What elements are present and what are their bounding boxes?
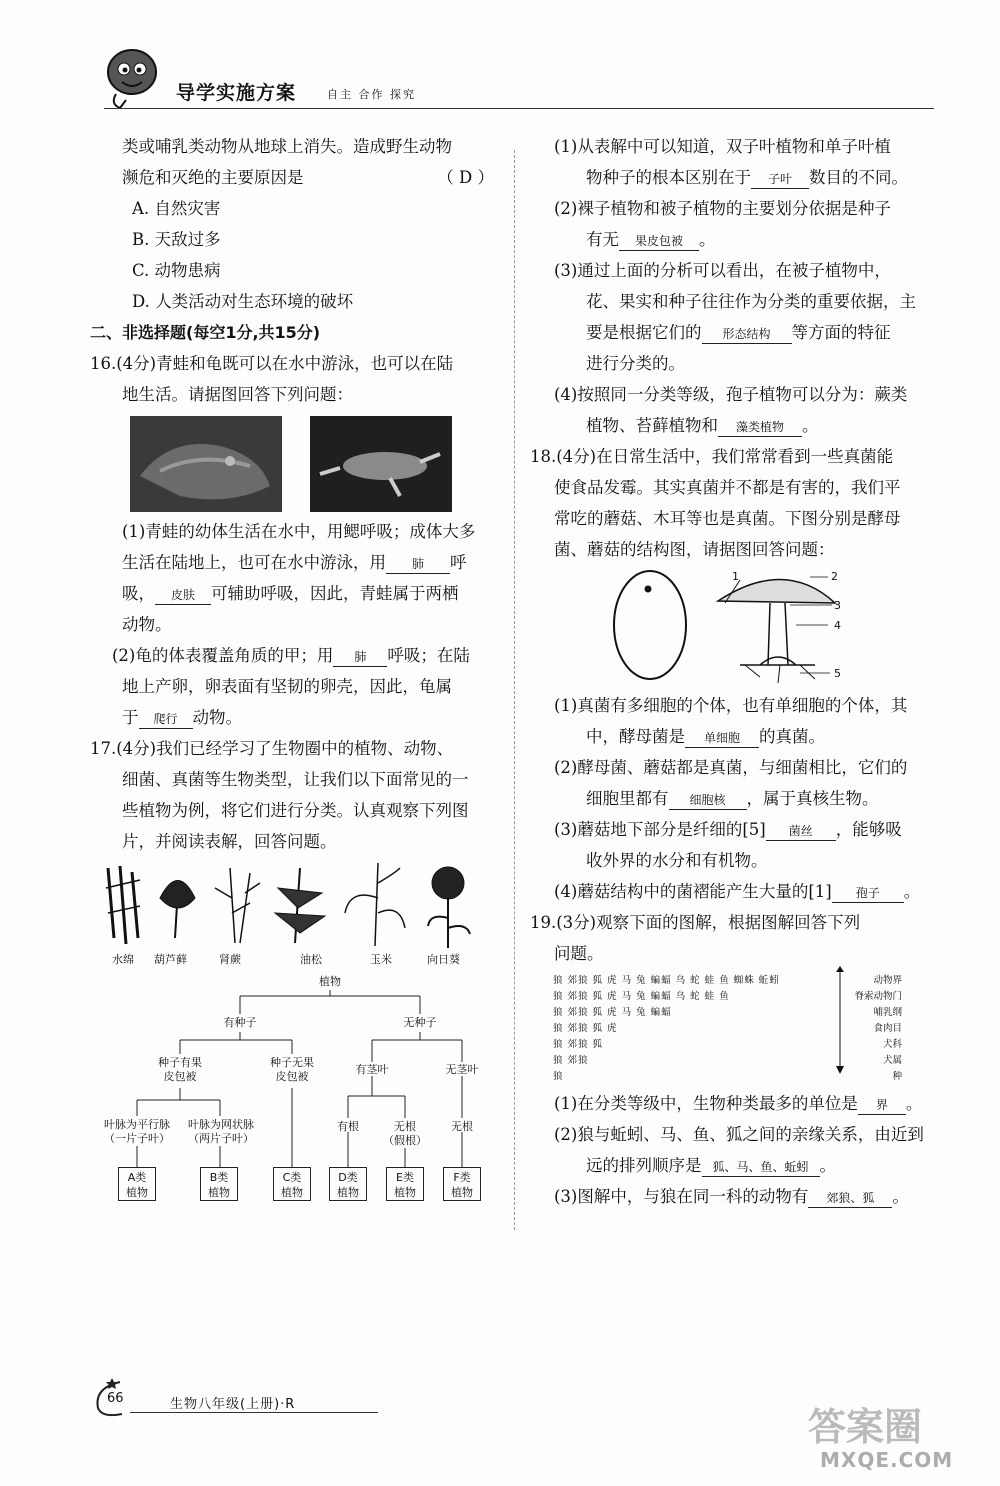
tree-stem: 有茎叶 [355, 1063, 389, 1076]
plant-label-yousong: 油松 [300, 953, 322, 966]
tax-row: 狼 郊狼 狐 [553, 1039, 604, 1050]
q17-1-answer: 子叶 [751, 170, 809, 189]
mushroom [718, 577, 835, 683]
q18-4-answer: 孢子 [832, 884, 904, 903]
tax-row: 狼 郊狼 狐 虎 马 兔 蝙蝠 [553, 1007, 672, 1018]
q17-2-answer: 果皮包被 [619, 232, 699, 251]
q16-line2: 地生活。请据图回答下列问题： [122, 385, 353, 404]
q15-line2: 濒危和灭绝的主要原因是 （ D ） [112, 162, 502, 193]
q19-line2: 问题。 [554, 944, 604, 963]
q16-1-line2: 生活在陆地上，也可在水中游泳，用 肺 呼 [122, 553, 467, 572]
q17-1-line1: (1)从表解中可以知道，双子叶植物和单子叶植 [554, 137, 891, 156]
tree-root: 植物 [319, 975, 341, 988]
mushroom-label-2: 2 [831, 570, 838, 583]
q16-1-line3: 吸， 皮肤 可辅助呼吸，因此，青蛙属于两栖 [122, 584, 459, 603]
q16-1-answer2: 皮肤 [155, 586, 211, 605]
q18-1-answer: 单细胞 [685, 729, 759, 748]
yeast-cell [614, 571, 686, 679]
q19-1-line: (1)在分类等级中，生物种类最多的单位是 界 。 [554, 1094, 923, 1113]
q19-2-line1: (2)狼与蚯蚓、马、鱼、狐之间的亲缘关系，由近到 [554, 1125, 924, 1144]
q18-subquestions [530, 690, 940, 969]
q18-3-line2: 收外界的水分和有机物。 [586, 851, 768, 870]
q19-2-answer: 狐、马、鱼、蚯蚓 [702, 1158, 820, 1177]
q17-1-line2: 物种子的根本区别在于 子叶 数目的不同。 [586, 168, 908, 187]
page-number: 66 [107, 1391, 124, 1406]
mushroom-label-1: 1 [732, 570, 739, 583]
q19-subquestions [530, 1088, 940, 1212]
q15-line1: 类或哺乳类动物从地球上消失。造成野生动物 [122, 137, 452, 156]
mushroom-label-5: 5 [834, 667, 841, 680]
q16-2-answer2: 爬行 [139, 710, 193, 729]
q17-3-line3: 要是根据它们的 形态结构 等方面的特征 [586, 323, 891, 342]
q18-3-line1: (3)蘑菇地下部分是纤细的[5] 菌丝 ，能够吸 [554, 820, 902, 839]
q16-2-line1: (2)龟的体表覆盖角质的甲；用 肺 呼吸；在陆 [112, 646, 470, 665]
tree-nofruit: 种子无果 皮包被 [270, 1056, 314, 1083]
tax-label: 犬属 [882, 1055, 902, 1066]
plant-label-yumi: 玉米 [370, 953, 392, 966]
q18-line3: 常吃的蘑菇、木耳等也是真菌。下图分别是酵母 [554, 509, 901, 528]
tax-row: 狼 郊狼 狐 虎 [553, 1023, 618, 1034]
box-e: E类 植物 [386, 1167, 424, 1201]
q18-4-line1: (4)蘑菇结构中的菌褶能产生大量的[1] 孢子 。 [554, 882, 921, 901]
q18-2-line1: (2)酵母菌、蘑菇都是真菌，与细菌相比，它们的 [554, 758, 908, 777]
q17-line2: 细菌、真菌等生物类型，让我们以下面常见的一 [122, 770, 469, 789]
tax-label: 种 [892, 1071, 902, 1082]
box-a: A类 植物 [118, 1167, 156, 1201]
q19-2-line2: 远的排列顺序是 狐、马、鱼、蚯蚓 。 [586, 1156, 836, 1175]
plant-label-hulu: 葫芦藓 [154, 953, 187, 966]
q19-line1: 19.(3分)观察下面的图解，根据图解回答下列 [530, 913, 861, 932]
q19-1-answer: 界 [858, 1096, 906, 1115]
q16-1-line4: 动物。 [122, 615, 172, 634]
section-heading: 二、非选择题(每空1分,共15分) [90, 323, 321, 342]
footer-rule [130, 1412, 378, 1413]
q16-1-answer1: 肺 [386, 555, 450, 574]
footer-book-title: 生物八年级(上册)·R [170, 1397, 296, 1412]
q17-2-line2: 有无 果皮包被 。 [586, 230, 716, 249]
box-c: C类 植物 [273, 1167, 311, 1201]
mushroom-label-3: 3 [834, 599, 841, 612]
plant-label-shenjue: 肾蕨 [219, 953, 241, 966]
watermark-url: MXQE.COM [820, 1448, 954, 1472]
q18-line2: 使食品发霉。其实真菌并不都是有害的，我们平 [554, 478, 901, 497]
tax-row: 狼 郊狼 狐 虎 马 兔 蝙蝠 乌 蛇 蛙 鱼 [553, 991, 730, 1002]
q16-2-line3: 于 爬行 动物。 [122, 708, 242, 727]
q19-3-answer: 郊狼、狐 [808, 1189, 892, 1208]
q17-3-answer: 形态结构 [702, 325, 792, 344]
q15-option-a: A. 自然灾害 [132, 199, 221, 218]
tax-label: 食肉目 [873, 1023, 902, 1034]
plant-label-shuimian: 水绵 [112, 953, 134, 966]
q17-4-line1: (4)按照同一分类等级，孢子植物可以分为：蕨类 [554, 385, 908, 404]
watermark-logo: 答案圈 [808, 1405, 923, 1449]
q17-4-answer: 藻类植物 [718, 418, 802, 437]
q18-1-line1: (1)真菌有多细胞的个体，也有单细胞的个体，其 [554, 696, 908, 715]
box-d: D类 植物 [329, 1167, 367, 1201]
q17-line3: 些植物为例，将它们进行分类。认真观察下列图 [122, 801, 469, 820]
q17-4-line2: 植物、苔藓植物和 藻类植物 。 [586, 416, 819, 435]
tree-parallel: 叶脉为平行脉 （一片子叶） [104, 1118, 170, 1145]
tree-root-no: 无根 （假根） [383, 1120, 427, 1147]
tax-label: 哺乳纲 [873, 1007, 902, 1018]
q16-1-line1: (1)青蛙的幼体生活在水中，用鳃呼吸；成体大多 [122, 522, 476, 541]
q18-2-answer: 细胞核 [669, 791, 747, 810]
tax-label: 动物界 [873, 975, 902, 986]
q15-option-b: B. 天敌过多 [132, 230, 221, 249]
q19-3-line: (3)图解中，与狼在同一科的动物有 郊狼、狐 。 [554, 1187, 909, 1206]
q16-line1: 16.(4分)青蛙和龟既可以在水中游泳，也可以在陆 [90, 354, 454, 373]
q18-2-line2: 细胞里都有 细胞核 ，属于真核生物。 [586, 789, 879, 808]
q18-1-line2: 中，酵母菌是 单细胞 的真菌。 [586, 727, 825, 746]
tree-noseed: 无种子 [403, 1016, 437, 1029]
mushroom-label-4: 4 [834, 619, 841, 632]
tree-nostem: 无茎叶 [445, 1063, 479, 1076]
tree-net: 叶脉为网状脉 （两片子叶） [188, 1118, 254, 1145]
tree-root-yes: 有根 [337, 1120, 359, 1133]
q16-2-answer1: 肺 [333, 648, 387, 667]
q18-line1: 18.(4分)在日常生活中，我们常常看到一些真菌能 [530, 447, 894, 466]
box-b: B类 植物 [200, 1167, 238, 1201]
q18-line4: 菌、蘑菇的结构图，请据图回答问题： [554, 540, 835, 559]
q17-line1: 17.(4分)我们已经学习了生物圈中的植物、动物、 [90, 739, 454, 758]
tax-row: 狼 郊狼 [553, 1055, 589, 1066]
q15-option-c: C. 动物患病 [132, 261, 221, 280]
q17-3-line2: 花、果实和种子往往作为分类的重要依据，主 [586, 292, 916, 311]
q17-3-line4: 进行分类的。 [586, 354, 685, 373]
q15-option-d: D. 人类活动对生态环境的破坏 [132, 292, 354, 311]
q17-2-line1: (2)裸子植物和被子植物的主要划分依据是种子 [554, 199, 891, 218]
plant-label-xiangrikui: 向日葵 [427, 953, 460, 966]
box-f: F类 植物 [443, 1167, 481, 1201]
q15-answer: （ D ） [437, 168, 494, 187]
q17-3-line1: (3)通过上面的分析可以看出，在被子植物中， [554, 261, 891, 280]
tax-row: 狼 [553, 1071, 564, 1082]
header-title: 导学实施方案 [176, 82, 297, 104]
tax-label: 脊索动物门 [854, 991, 902, 1002]
tax-label: 犬科 [882, 1039, 902, 1050]
tax-row: 狼 郊狼 狐 虎 马 兔 蝙蝠 乌 蛇 蛙 鱼 蜘蛛 蚯蚓 [553, 975, 780, 986]
q17-line4: 片，并阅读表解，回答问题。 [122, 832, 337, 851]
tree-seed: 有种子 [223, 1016, 257, 1029]
q18-3-answer: 菌丝 [766, 822, 836, 841]
tree-fruit: 种子有果 皮包被 [158, 1056, 202, 1083]
fungi-diagram [600, 565, 860, 685]
tree-root-no2: 无根 [451, 1120, 473, 1133]
header-subtitle: 自主 合作 探究 [327, 88, 416, 101]
q16-2-line2: 地上产卵，卵表面有坚韧的卵壳，因此，龟属 [122, 677, 452, 696]
right-column [530, 131, 940, 565]
